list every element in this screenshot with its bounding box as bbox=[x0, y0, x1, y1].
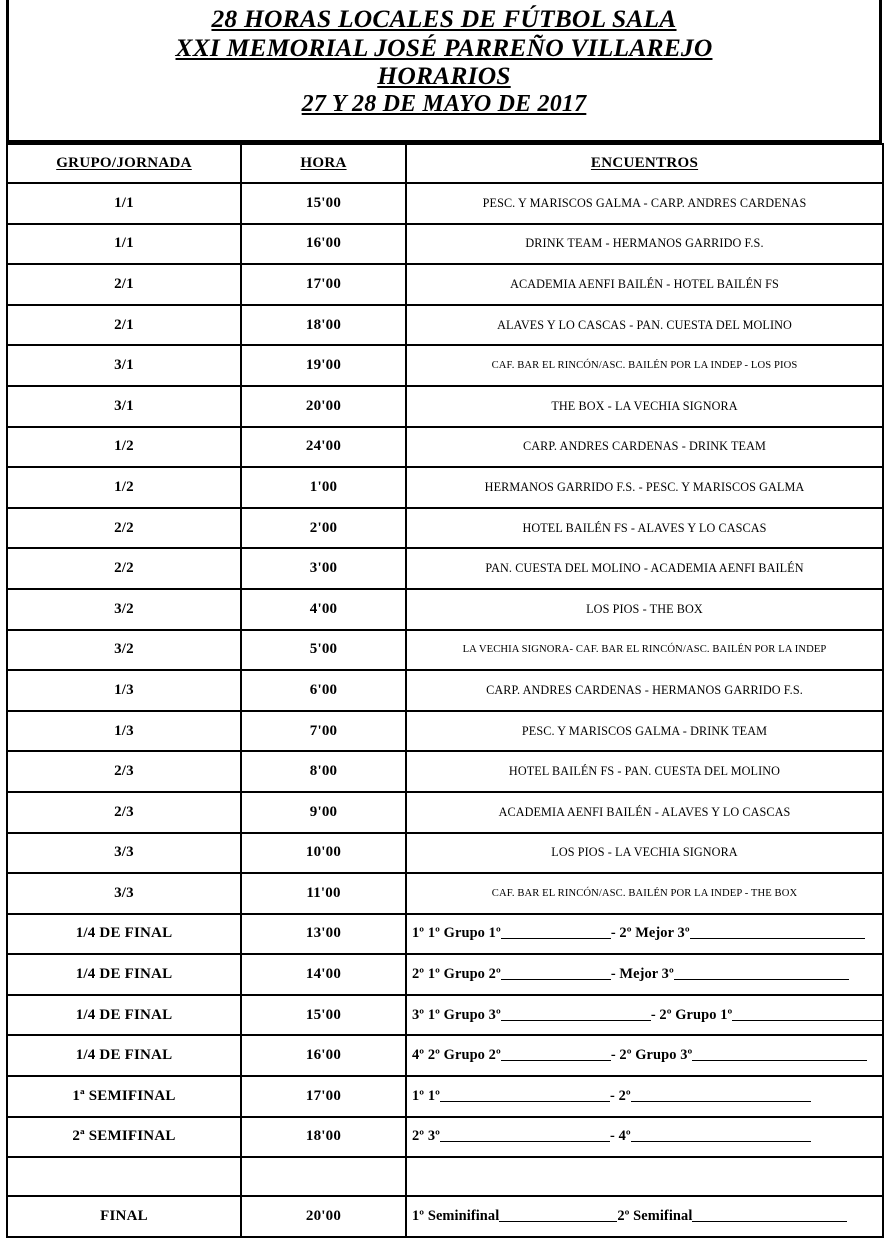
bracket-slot-label-right: 2º Semifinal bbox=[617, 1208, 693, 1225]
cell-encuentro: DRINK TEAM - HERMANOS GARRIDO F.S. bbox=[406, 224, 883, 265]
fill-in-blank-line bbox=[692, 1048, 867, 1061]
cell-hora: 24'00 bbox=[241, 427, 406, 468]
cell-encuentro: LOS PIOS - LA VECHIA SIGNORA bbox=[406, 833, 883, 874]
cell-hora: 16'00 bbox=[241, 1035, 406, 1076]
cell-hora: 18'00 bbox=[241, 305, 406, 346]
cell-hora: 6'00 bbox=[241, 670, 406, 711]
cell-hora: 20'00 bbox=[241, 1196, 406, 1237]
bracket-slot-label-right: - 4º bbox=[610, 1128, 631, 1145]
cell-grupo-jornada: FINAL bbox=[7, 1196, 241, 1237]
table-row bbox=[7, 751, 883, 792]
cell-encuentro-bracket bbox=[406, 1035, 883, 1076]
schedule-table bbox=[6, 143, 884, 1238]
cell-encuentro: CARP. ANDRES CARDENAS - HERMANOS GARRIDO F.S. bbox=[406, 670, 883, 711]
bracket-slot-label-left: 3º 1º Grupo 3º bbox=[412, 1006, 501, 1023]
table-row bbox=[7, 305, 883, 346]
cell-hora: 20'00 bbox=[241, 386, 406, 427]
cell-hora: 5'00 bbox=[241, 630, 406, 671]
cell-grupo-jornada: 2/1 bbox=[7, 305, 241, 346]
cell-grupo-jornada: 3/2 bbox=[7, 589, 241, 630]
table-row bbox=[7, 183, 883, 224]
cell-hora: 9'00 bbox=[241, 792, 406, 833]
cell-encuentro-bracket bbox=[406, 1076, 883, 1117]
cell-encuentro-bracket bbox=[406, 995, 883, 1036]
cell-encuentro-bracket bbox=[406, 914, 883, 955]
fill-in-blank-line bbox=[631, 1089, 811, 1102]
cell-grupo-jornada: 1/4 DE FINAL bbox=[7, 1035, 241, 1076]
cell-grupo-jornada: 1ª SEMIFINAL bbox=[7, 1076, 241, 1117]
table-row-empty bbox=[7, 1157, 883, 1196]
fill-in-blank-line bbox=[440, 1089, 610, 1102]
column-header-encuentros-text: ENCUENTROS bbox=[590, 155, 699, 171]
table-row bbox=[7, 873, 883, 914]
cell-hora: 10'00 bbox=[241, 833, 406, 874]
cell-encuentro: PESC. Y MARISCOS GALMA - DRINK TEAM bbox=[406, 711, 883, 752]
cell-encuentro: THE BOX - LA VECHIA SIGNORA bbox=[406, 386, 883, 427]
cell-grupo-jornada: 3/1 bbox=[7, 345, 241, 386]
table-row-final bbox=[7, 1196, 883, 1237]
cell-encuentro: HOTEL BAILÉN FS - PAN. CUESTA DEL MOLINO bbox=[406, 751, 883, 792]
cell-hora: 18'00 bbox=[241, 1117, 406, 1158]
table-body bbox=[7, 183, 883, 1237]
cell-encuentro: PESC. Y MARISCOS GALMA - CARP. ANDRES CARDENAS bbox=[406, 183, 883, 224]
cell-encuentro: CAF. BAR EL RINCÓN/ASC. BAILÉN POR LA INDEP - LOS PIOS bbox=[406, 345, 883, 386]
column-header-grupo-jornada-text: GRUPO/JORNADA bbox=[56, 155, 192, 171]
fill-in-blank-line bbox=[440, 1129, 610, 1142]
cell-encuentro: CARP. ANDRES CARDENAS - DRINK TEAM bbox=[406, 427, 883, 468]
table-row bbox=[7, 833, 883, 874]
cell-grupo-jornada: 2/2 bbox=[7, 508, 241, 549]
cell-encuentro-bracket bbox=[406, 1196, 883, 1237]
cell-hora: 17'00 bbox=[241, 1076, 406, 1117]
cell-hora: 1'00 bbox=[241, 467, 406, 508]
cell-encuentro: ALAVES Y LO CASCAS - PAN. CUESTA DEL MOLINO bbox=[406, 305, 883, 346]
cell-grupo-jornada: 3/2 bbox=[7, 630, 241, 671]
cell-hora: 2'00 bbox=[241, 508, 406, 549]
cell-hora: 8'00 bbox=[241, 751, 406, 792]
cell-grupo-jornada: 2/3 bbox=[7, 751, 241, 792]
table-row bbox=[7, 264, 883, 305]
cell-hora: 14'00 bbox=[241, 954, 406, 995]
table-row-bracket bbox=[7, 914, 883, 955]
cell-encuentro: LOS PIOS - THE BOX bbox=[406, 589, 883, 630]
cell-grupo-jornada: 2/3 bbox=[7, 792, 241, 833]
table-row bbox=[7, 711, 883, 752]
cell-grupo-jornada: 3/3 bbox=[7, 833, 241, 874]
cell-hora: 13'00 bbox=[241, 914, 406, 955]
fill-in-blank-line bbox=[690, 926, 865, 939]
bracket-slot-label-left: 2º 3º bbox=[412, 1128, 440, 1145]
table-row bbox=[7, 589, 883, 630]
table-row bbox=[7, 467, 883, 508]
cell-encuentro bbox=[406, 1157, 883, 1196]
title-line-1 bbox=[211, 5, 676, 34]
cell-grupo-jornada bbox=[7, 1157, 241, 1196]
column-header-hora bbox=[241, 144, 406, 183]
table-row bbox=[7, 548, 883, 589]
fill-in-blank-line bbox=[501, 967, 611, 980]
column-header-hora-text: HORA bbox=[300, 155, 347, 171]
cell-grupo-jornada: 2/1 bbox=[7, 264, 241, 305]
cell-encuentro: ACADEMIA AENFI BAILÉN - ALAVES Y LO CASCAS bbox=[406, 792, 883, 833]
cell-grupo-jornada: 2ª SEMIFINAL bbox=[7, 1117, 241, 1158]
cell-encuentro: HERMANOS GARRIDO F.S. - PESC. Y MARISCOS GALMA bbox=[406, 467, 883, 508]
fill-in-blank-line bbox=[499, 1209, 617, 1222]
table-row bbox=[7, 386, 883, 427]
cell-grupo-jornada: 1/1 bbox=[7, 183, 241, 224]
cell-hora: 17'00 bbox=[241, 264, 406, 305]
bracket-slot-label-left: 1º 1º bbox=[412, 1087, 440, 1104]
fill-in-blank-line bbox=[674, 967, 849, 980]
cell-grupo-jornada: 1/3 bbox=[7, 670, 241, 711]
cell-hora: 19'00 bbox=[241, 345, 406, 386]
fill-in-blank-line bbox=[631, 1129, 811, 1142]
title-line-1-text: 28 HORAS LOCALES DE FÚTBOL SALA bbox=[211, 4, 677, 33]
cell-grupo-jornada: 1/4 DE FINAL bbox=[7, 954, 241, 995]
cell-hora: 7'00 bbox=[241, 711, 406, 752]
fill-in-blank-line bbox=[501, 1008, 651, 1021]
cell-encuentro: ACADEMIA AENFI BAILÉN - HOTEL BAILÉN FS bbox=[406, 264, 883, 305]
cell-encuentro-bracket bbox=[406, 954, 883, 995]
cell-grupo-jornada: 2/2 bbox=[7, 548, 241, 589]
cell-grupo-jornada: 1/3 bbox=[7, 711, 241, 752]
title-line-2-text: XXI MEMORIAL JOSÉ PARREÑO VILLAREJO bbox=[175, 32, 713, 62]
table-row bbox=[7, 345, 883, 386]
title-line-4-text: 27 Y 28 DE MAYO DE 2017 bbox=[301, 90, 587, 117]
cell-encuentro: PAN. CUESTA DEL MOLINO - ACADEMIA AENFI BAILÉN bbox=[406, 548, 883, 589]
bracket-slot-label-right: - 2º bbox=[610, 1087, 631, 1104]
bracket-slot-label-left: 1º 1º Grupo 1º bbox=[412, 925, 501, 942]
bracket-slot-label-right: - 2º Grupo 3º bbox=[610, 1047, 693, 1064]
cell-grupo-jornada: 3/1 bbox=[7, 386, 241, 427]
table-row-bracket bbox=[7, 1117, 883, 1158]
fill-in-blank-line bbox=[501, 926, 611, 939]
table-row bbox=[7, 670, 883, 711]
cell-hora: 4'00 bbox=[241, 589, 406, 630]
cell-encuentro: CAF. BAR EL RINCÓN/ASC. BAILÉN POR LA INDEP - THE BOX bbox=[406, 873, 883, 914]
table-row bbox=[7, 792, 883, 833]
cell-hora: 3'00 bbox=[241, 548, 406, 589]
cell-grupo-jornada: 1/4 DE FINAL bbox=[7, 995, 241, 1036]
cell-grupo-jornada: 1/4 DE FINAL bbox=[7, 914, 241, 955]
cell-grupo-jornada: 1/2 bbox=[7, 427, 241, 468]
cell-hora: 15'00 bbox=[241, 995, 406, 1036]
title-line-3 bbox=[377, 62, 510, 91]
cell-grupo-jornada: 3/3 bbox=[7, 873, 241, 914]
table-header-row bbox=[7, 144, 883, 183]
table-row-bracket bbox=[7, 1076, 883, 1117]
cell-encuentro: HOTEL BAILÉN FS - ALAVES Y LO CASCAS bbox=[406, 508, 883, 549]
column-header-encuentros bbox=[406, 144, 883, 183]
bracket-slot-label-right: - 2º Mejor 3º bbox=[610, 925, 690, 942]
table-row-bracket bbox=[7, 995, 883, 1036]
cell-hora: 11'00 bbox=[241, 873, 406, 914]
bracket-slot-label-right: - 2º Grupo 1º bbox=[650, 1006, 733, 1023]
fill-in-blank-line bbox=[732, 1008, 883, 1021]
cell-grupo-jornada: 1/2 bbox=[7, 467, 241, 508]
bracket-slot-label-right: - Mejor 3º bbox=[610, 966, 674, 983]
table-row bbox=[7, 224, 883, 265]
table-row bbox=[7, 427, 883, 468]
cell-hora: 15'00 bbox=[241, 183, 406, 224]
document-title-block bbox=[6, 0, 882, 143]
table-row bbox=[7, 508, 883, 549]
bracket-slot-label-left: 2º 1º Grupo 2º bbox=[412, 966, 501, 983]
cell-grupo-jornada: 1/1 bbox=[7, 224, 241, 265]
bracket-slot-label-left: 1º Seminifinal bbox=[412, 1208, 500, 1225]
title-line-4 bbox=[302, 91, 587, 118]
title-line-3-text: HORARIOS bbox=[377, 61, 511, 91]
cell-hora: 16'00 bbox=[241, 224, 406, 265]
fill-in-blank-line bbox=[692, 1209, 847, 1222]
cell-hora bbox=[241, 1157, 406, 1196]
table-row-bracket bbox=[7, 1035, 883, 1076]
cell-encuentro: LA VECHIA SIGNORA- CAF. BAR EL RINCÓN/ASC. BAILÉN POR LA INDEP bbox=[406, 630, 883, 671]
column-header-grupo-jornada bbox=[7, 144, 241, 183]
fill-in-blank-line bbox=[501, 1048, 611, 1061]
title-line-2 bbox=[176, 34, 713, 63]
cell-encuentro-bracket bbox=[406, 1117, 883, 1158]
bracket-slot-label-left: 4º 2º Grupo 2º bbox=[412, 1047, 501, 1064]
table-row-bracket bbox=[7, 954, 883, 995]
table-row bbox=[7, 630, 883, 671]
